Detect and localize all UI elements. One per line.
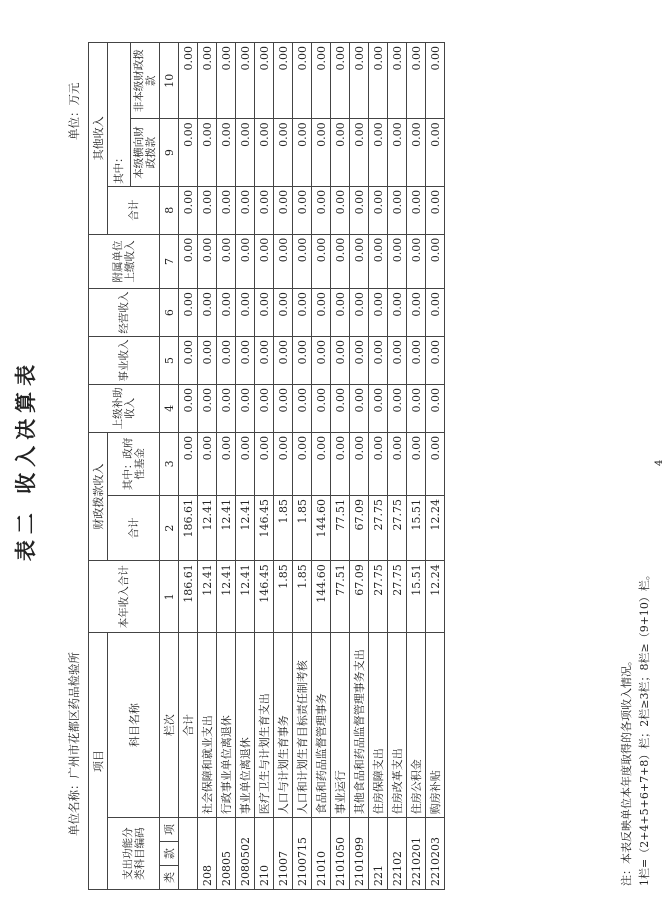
row-value: 0.00	[312, 186, 331, 234]
row-value: 0.00	[198, 119, 217, 186]
col-number: 8	[160, 186, 179, 234]
table-row	[217, 43, 236, 890]
row-value: 0.00	[350, 234, 369, 288]
total-cell: 0.00	[179, 432, 198, 495]
header-name: 科目名称	[108, 633, 160, 818]
table-row	[331, 43, 350, 890]
row-name: 医疗卫生与计划生育支出	[255, 633, 274, 818]
row-value: 27.75	[388, 561, 407, 633]
row-value: 0.00	[350, 337, 369, 385]
table-row	[426, 43, 445, 890]
row-value: 1.85	[274, 561, 293, 633]
row-code: 2101099	[350, 818, 369, 890]
row-value: 0.00	[407, 119, 426, 186]
header-affiliated-income: 附属单位上缴收入	[89, 234, 160, 288]
col-number: 3	[160, 432, 179, 495]
total-cell: 0.00	[179, 186, 198, 234]
row-value: 0.00	[274, 337, 293, 385]
header-fiscal-gov-fund: 其中：政府性基金	[108, 432, 160, 495]
row-value: 0.00	[426, 432, 445, 495]
row-value: 144.60	[312, 495, 331, 560]
table-row	[198, 43, 217, 890]
row-value: 12.41	[198, 495, 217, 560]
row-code: 208	[198, 818, 217, 890]
header-business-income: 事业收入	[89, 337, 160, 385]
total-cell: 0.00	[179, 119, 198, 186]
row-value: 0.00	[198, 289, 217, 337]
data-body	[198, 43, 445, 890]
row-value: 0.00	[255, 119, 274, 186]
row-value: 27.75	[388, 495, 407, 560]
row-code: 2210203	[426, 818, 445, 890]
row-value: 0.00	[198, 432, 217, 495]
row-value: 0.00	[426, 384, 445, 432]
row-value: 0.00	[217, 384, 236, 432]
row-value: 0.00	[255, 432, 274, 495]
header-other-group: 其他收入	[89, 43, 108, 235]
row-value: 0.00	[350, 432, 369, 495]
row-value: 0.00	[388, 119, 407, 186]
row-value: 0.00	[217, 186, 236, 234]
row-value: 0.00	[198, 186, 217, 234]
header-total-income: 本年收入合计	[89, 561, 160, 633]
total-code	[179, 818, 198, 890]
row-value: 0.00	[198, 337, 217, 385]
row-value: 0.00	[407, 43, 426, 119]
col-number: 6	[160, 289, 179, 337]
row-value: 0.00	[407, 432, 426, 495]
total-cell: 0.00	[179, 43, 198, 119]
row-value: 146.45	[255, 495, 274, 560]
row-value: 0.00	[255, 186, 274, 234]
total-cell: 0.00	[179, 384, 198, 432]
row-name: 社会保障和就业支出	[198, 633, 217, 818]
row-value: 146.45	[255, 561, 274, 633]
row-value: 0.00	[217, 234, 236, 288]
row-code: 221	[369, 818, 388, 890]
page-number: 4	[654, 459, 665, 466]
row-name: 行政事业单位离退休	[217, 633, 236, 818]
row-value: 1.85	[293, 561, 312, 633]
row-value: 15.51	[407, 561, 426, 633]
note-line-1: 注：本表反映单位本年度取得的各项收入情况。	[620, 655, 633, 886]
col-number: 5	[160, 337, 179, 385]
unit-name: 单位名称：广州市花都区药品检验所	[67, 652, 81, 836]
row-value: 12.41	[236, 495, 255, 560]
header-xiang: 项	[160, 818, 179, 842]
page-title: 表二 收入决算表	[13, 358, 38, 562]
col-number: 10	[160, 43, 179, 119]
row-code: 21007	[274, 818, 293, 890]
row-value: 0.00	[331, 234, 350, 288]
row-value: 0.00	[350, 186, 369, 234]
row-value: 0.00	[369, 186, 388, 234]
col-number: 9	[160, 119, 179, 186]
total-cell: 186.61	[179, 495, 198, 560]
row-code: 2100715	[293, 818, 312, 890]
row-value: 77.51	[331, 561, 350, 633]
header-other-within: 其中：	[108, 43, 131, 187]
row-value: 0.00	[388, 337, 407, 385]
table-row	[255, 43, 274, 890]
row-value: 0.00	[312, 384, 331, 432]
header-row-2	[108, 43, 131, 890]
row-value: 0.00	[331, 186, 350, 234]
row-value: 0.00	[407, 337, 426, 385]
row-value: 27.75	[369, 561, 388, 633]
table-row	[312, 43, 331, 890]
header-kuan: 款	[160, 842, 179, 866]
total-label: 合计	[179, 633, 198, 818]
row-value: 12.41	[198, 561, 217, 633]
row-value: 0.00	[274, 119, 293, 186]
row-value: 144.60	[312, 561, 331, 633]
row-value: 0.00	[293, 234, 312, 288]
row-value: 12.24	[426, 561, 445, 633]
header-fiscal-group: 财政拨款收入	[89, 432, 108, 560]
row-value: 0.00	[350, 289, 369, 337]
row-code: 210	[255, 818, 274, 890]
row-value: 0.00	[217, 289, 236, 337]
row-name: 住房改革支出	[388, 633, 407, 818]
row-value: 0.00	[312, 337, 331, 385]
row-value: 0.00	[236, 234, 255, 288]
total-row	[179, 43, 198, 890]
row-value: 0.00	[255, 289, 274, 337]
row-value: 0.00	[369, 432, 388, 495]
row-value: 12.24	[426, 495, 445, 560]
row-value: 0.00	[426, 119, 445, 186]
row-value: 0.00	[236, 289, 255, 337]
total-cell: 0.00	[179, 337, 198, 385]
row-value: 0.00	[274, 186, 293, 234]
total-cell: 186.61	[179, 561, 198, 633]
row-code: 2080502	[236, 818, 255, 890]
table-row	[369, 43, 388, 890]
row-value: 0.00	[198, 43, 217, 119]
row-value: 0.00	[293, 289, 312, 337]
row-value: 15.51	[407, 495, 426, 560]
row-value: 0.00	[255, 337, 274, 385]
table-row	[236, 43, 255, 890]
row-value: 0.00	[255, 384, 274, 432]
header-other-total: 合计	[108, 186, 160, 234]
row-value: 0.00	[274, 43, 293, 119]
row-value: 0.00	[350, 43, 369, 119]
row-name: 其他食品和药品监督管理事务支出	[350, 633, 369, 818]
row-value: 12.41	[217, 561, 236, 633]
row-value: 0.00	[293, 119, 312, 186]
row-value: 1.85	[293, 495, 312, 560]
row-value: 0.00	[369, 234, 388, 288]
total-cell: 0.00	[179, 289, 198, 337]
row-name: 人口与计划生育事务	[274, 633, 293, 818]
row-value: 0.00	[331, 384, 350, 432]
row-value: 0.00	[426, 234, 445, 288]
row-value: 0.00	[369, 119, 388, 186]
row-value: 0.00	[293, 186, 312, 234]
row-value: 27.75	[369, 495, 388, 560]
row-name: 住房公积金	[407, 633, 426, 818]
row-value: 0.00	[217, 43, 236, 119]
row-value: 0.00	[217, 337, 236, 385]
row-name: 住房保障支出	[369, 633, 388, 818]
row-value: 0.00	[312, 43, 331, 119]
row-name: 人口和计划生育目标责任制考核	[293, 633, 312, 818]
row-value: 0.00	[198, 234, 217, 288]
row-value: 0.00	[331, 337, 350, 385]
row-value: 0.00	[388, 186, 407, 234]
header-other-level-transfer: 本级横向财政拨款	[131, 119, 160, 186]
col-number: 2	[160, 495, 179, 560]
row-name: 购房补贴	[426, 633, 445, 818]
row-value: 0.00	[331, 289, 350, 337]
header-upper-subsidy: 上级补助收入	[89, 384, 160, 432]
row-value: 0.00	[255, 43, 274, 119]
row-value: 0.00	[274, 384, 293, 432]
row-value: 0.00	[350, 119, 369, 186]
row-value: 0.00	[369, 43, 388, 119]
row-value: 0.00	[331, 43, 350, 119]
row-value: 0.00	[274, 432, 293, 495]
row-value: 0.00	[388, 43, 407, 119]
row-value: 0.00	[426, 186, 445, 234]
row-value: 0.00	[331, 119, 350, 186]
row-code: 21010	[312, 818, 331, 890]
row-value: 1.85	[274, 495, 293, 560]
header-code-top: 支出功能分	[121, 827, 134, 880]
col-number: 4	[160, 384, 179, 432]
row-value: 0.00	[312, 119, 331, 186]
header-lanci: 栏次	[160, 633, 179, 818]
row-value: 0.00	[293, 384, 312, 432]
table-row	[274, 43, 293, 890]
header-code-bottom: 类科目编码	[133, 827, 146, 880]
header-row-1	[89, 43, 108, 890]
row-value: 0.00	[388, 432, 407, 495]
header-fiscal-total: 合计	[108, 495, 160, 560]
row-value: 0.00	[236, 432, 255, 495]
row-code: 2210201	[407, 818, 426, 890]
table-row	[293, 43, 312, 890]
header-operating-income: 经营收入	[89, 289, 160, 337]
table-row	[407, 43, 426, 890]
row-value: 0.00	[236, 186, 255, 234]
row-value: 77.51	[331, 495, 350, 560]
row-value: 0.00	[407, 186, 426, 234]
col-number: 1	[160, 561, 179, 633]
income-table	[88, 42, 445, 890]
row-value: 0.00	[198, 384, 217, 432]
note-line-2: 1栏=（2+4+5+6+7+8）栏；2栏≥3栏；8栏≥（9+10）栏。	[638, 569, 651, 886]
unit-label: 单位：万元	[67, 82, 81, 140]
row-value: 0.00	[369, 289, 388, 337]
row-code: 22102	[388, 818, 407, 890]
header-code	[108, 818, 160, 890]
row-name: 事业运行	[331, 633, 350, 818]
row-name: 食品和药品监督管理事务	[312, 633, 331, 818]
row-value: 0.00	[407, 289, 426, 337]
row-value: 0.00	[407, 384, 426, 432]
row-value: 0.00	[217, 119, 236, 186]
row-value: 0.00	[312, 432, 331, 495]
row-value: 0.00	[236, 337, 255, 385]
row-value: 0.00	[388, 289, 407, 337]
row-value: 0.00	[369, 384, 388, 432]
row-code: 20805	[217, 818, 236, 890]
row-value: 12.41	[236, 561, 255, 633]
row-value: 0.00	[293, 337, 312, 385]
row-value: 67.09	[350, 495, 369, 560]
row-value: 0.00	[274, 234, 293, 288]
row-value: 0.00	[369, 337, 388, 385]
row-value: 0.00	[236, 43, 255, 119]
row-value: 67.09	[350, 561, 369, 633]
row-value: 0.00	[388, 384, 407, 432]
row-value: 0.00	[426, 289, 445, 337]
row-value: 0.00	[236, 119, 255, 186]
header-row-lanci	[160, 43, 179, 890]
header-project: 项目	[89, 633, 108, 890]
row-value: 0.00	[312, 234, 331, 288]
row-value: 0.00	[350, 384, 369, 432]
row-value: 0.00	[426, 43, 445, 119]
row-value: 0.00	[236, 384, 255, 432]
header-other-non-level: 非本级财政拨款	[131, 43, 160, 119]
row-value: 0.00	[331, 432, 350, 495]
row-name: 事业单位离退休	[236, 633, 255, 818]
row-value: 12.41	[217, 495, 236, 560]
row-value: 0.00	[217, 432, 236, 495]
row-value: 0.00	[407, 234, 426, 288]
table-row	[350, 43, 369, 890]
total-cell: 0.00	[179, 234, 198, 288]
row-value: 0.00	[426, 337, 445, 385]
row-value: 0.00	[255, 234, 274, 288]
table-row	[388, 43, 407, 890]
row-value: 0.00	[293, 43, 312, 119]
row-value: 0.00	[293, 432, 312, 495]
row-code: 2101050	[331, 818, 350, 890]
row-value: 0.00	[274, 289, 293, 337]
col-number: 7	[160, 234, 179, 288]
row-value: 0.00	[312, 289, 331, 337]
row-value: 0.00	[388, 234, 407, 288]
header-lei: 类	[160, 866, 179, 890]
